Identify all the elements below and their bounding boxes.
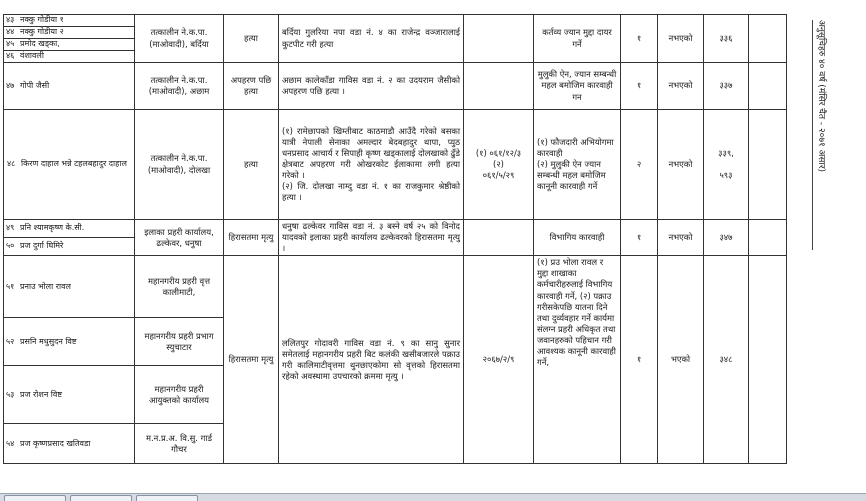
sheet-tab[interactable] xyxy=(70,495,132,501)
perpetrator-cell: महानगरीय प्रहरी आयुक्तको कार्यालय xyxy=(135,366,224,424)
page-cell: ३४७ xyxy=(704,220,749,256)
date-cell xyxy=(464,63,534,110)
victim-name: नक्कु गोडीया २ xyxy=(20,27,64,37)
perpetrator-cell: तत्कालीन ने.क.पा. (माओवादी), दोलखा xyxy=(135,110,224,220)
table-row xyxy=(4,256,787,318)
table-row xyxy=(4,220,787,238)
row-number: ५२ xyxy=(6,336,15,346)
remarks-cell xyxy=(749,63,787,110)
victim-name: प्रनि श्यामकृष्ण के.सी. xyxy=(20,223,85,233)
cases-table xyxy=(3,14,787,464)
victim-name: किरण दाहाल भन्ने टहलबहादुर दाहाल xyxy=(21,159,127,169)
date-cell xyxy=(464,110,534,220)
victim-cell xyxy=(4,110,135,220)
victim-name: प्रज दुर्गा घिमिरे xyxy=(20,241,64,251)
recommendation-cell xyxy=(534,110,621,220)
victim-cell xyxy=(4,318,135,366)
victim-cell xyxy=(4,424,135,464)
perpetrator-cell: तत्कालीन ने.क.पा. (माओवादी), बर्दिया xyxy=(135,15,224,63)
incident-type-cell: हत्या xyxy=(224,15,279,63)
bottom-scrollbar[interactable] xyxy=(0,493,866,501)
date-cell: २०६७/२/९ xyxy=(464,256,534,464)
count-cell: २ xyxy=(621,110,658,220)
remarks-cell xyxy=(749,256,787,464)
status-cell: नभएको xyxy=(658,63,704,110)
page-cell xyxy=(704,110,749,220)
recommendation-cell: मुलुकी ऐन, ज्यान सम्बन्धी महल बमोजिम कारवाही गन xyxy=(534,63,621,110)
victim-cell xyxy=(4,27,135,39)
recommendation-cell: विभागिय कारवाही xyxy=(534,220,621,256)
page-cell: ३३६ xyxy=(704,15,749,63)
status-cell: नभएको xyxy=(658,220,704,256)
description-cell: धनुषा ढल्केवर गाविस वडा नं. ३ बस्ने वर्ष २५ को विनोद यादवको इलाका प्रहरी कार्यालय ढल्केवरको हिरासतमा मृत्यु । xyxy=(279,220,464,256)
victim-cell xyxy=(4,15,135,27)
description-part-2: (२) जि. दोलखा नाम्दु वडा नं. १ का राजकुमार श्रेष्ठीको हत्या । xyxy=(282,181,460,203)
remarks-cell xyxy=(749,15,787,63)
incident-type-cell: हत्या xyxy=(224,110,279,220)
description-cell: अछाम कालेकाँडा गाविस वडा नं. २ का उदयराम जैसीको अपहरण पछि हत्या । xyxy=(279,63,464,110)
perpetrator-cell: तत्कालीन ने.क.पा. (माओवादी), अछाम xyxy=(135,63,224,110)
page-ref-1: ३३९, xyxy=(718,148,734,159)
victim-cell xyxy=(4,39,135,51)
perpetrator-cell: महानगरीय प्रहरी प्रभाग स्युचाटार xyxy=(135,318,224,366)
incident-type-cell: अपहरण पछि हत्या xyxy=(224,63,279,110)
victim-cell xyxy=(4,238,135,256)
perpetrator-cell: महानगरीय प्रहरी वृत्त कालीमाटी, xyxy=(135,256,224,318)
victim-cell xyxy=(4,366,135,424)
table-row xyxy=(4,63,787,110)
victim-name: नक्कु गोडीया १ xyxy=(20,15,64,25)
count-cell: १ xyxy=(621,256,658,464)
row-number: ४८ xyxy=(7,159,16,169)
date-2-label: (२) xyxy=(493,158,504,169)
row-number: ४९ xyxy=(6,223,15,233)
description-cell: ललितपुर गोदावरी गाविस वडा नं. ९ का सानु सुनार समेतलाई महानगरीय प्रहरी बिट कलंकी खसीबजारले पक्राउ गरी कालिमाटीवृत्तमा थुनछाएकोमा सो वृत्तको हिरासतमा रहेको अवस्थामा उपचारको क्रममा मृत्यु । xyxy=(279,256,464,464)
running-header-vertical xyxy=(812,20,827,250)
victim-cell xyxy=(4,63,135,110)
count-cell: १ xyxy=(621,63,658,110)
page-cell: ३४८ xyxy=(704,256,749,464)
row-number: ४५ xyxy=(6,39,15,49)
row-number: ५४ xyxy=(6,438,15,448)
row-number: ४४ xyxy=(6,27,15,37)
date-1: (१) ०६१/१२/३ xyxy=(475,147,522,158)
page-cell: ३३७ xyxy=(704,63,749,110)
description-cell xyxy=(279,110,464,220)
remarks-cell xyxy=(749,220,787,256)
sheet-tab[interactable] xyxy=(4,495,66,501)
sheet-tab[interactable] xyxy=(136,495,198,501)
incident-type-cell: हिरासतमा मृत्यु xyxy=(224,220,279,256)
recommendation-cell: कर्तव्य ज्यान मुद्दा दायर गर्ने xyxy=(534,15,621,63)
recommendation-1: (१) फौजदारी अभियोगमा कारवाही xyxy=(537,136,614,158)
date-2: ०६१/५/२९ xyxy=(482,170,515,181)
row-number: ४६ xyxy=(6,51,15,61)
victim-cell xyxy=(4,256,135,318)
perpetrator-cell: म.न.प्र.अ. वि.सु. गार्ड गौचर xyxy=(135,424,224,464)
status-cell: नभएको xyxy=(658,15,704,63)
row-number: ५० xyxy=(6,241,15,251)
row-number: ५३ xyxy=(6,389,15,399)
row-number: ५१ xyxy=(6,281,15,291)
victim-name: प्रसनि मधुसुदन विष्ट xyxy=(20,336,77,346)
running-header-text: अनुसूचिहरु ४० वर्ष (मंसिर चैत - २०७१ असार) xyxy=(816,20,826,173)
victim-cell xyxy=(4,51,135,63)
row-number: ४७ xyxy=(6,80,15,90)
row-number: ४३ xyxy=(6,15,15,25)
recommendation-2: (२) मुलुकी ऐन ज्यान सम्बन्धी महल बमोजिम कानूनी कारवाही गर्ने xyxy=(537,158,606,192)
description-part-1: (१) रामेछापको खिम्तीबाट काठमाडौ आउँदै गरेको बसका यात्री नेपाली सेनाका अमल्दार बेदबहादुर थापा, प्युठ धनप्रसाद आचार्य र सिपाही कृष्ण खड्कालाई दोलखाको ढुँडे क्षेत्रबाट अपहरण गरी ओखरकोट ईलाकामा लगी हत्या गरेको । xyxy=(282,125,460,181)
table-row xyxy=(4,110,787,220)
page-ref-2: ५९३ xyxy=(719,169,733,180)
incident-type-cell: हिरासतमा मृत्यु xyxy=(224,256,279,464)
victim-name: प्रज रोशन विष्ट xyxy=(20,389,62,399)
victim-cell xyxy=(4,220,135,238)
date-cell xyxy=(464,15,534,63)
victim-name: प्रमोद खड्का, xyxy=(20,39,60,49)
remarks-cell xyxy=(749,110,787,220)
status-cell: भएको xyxy=(658,256,704,464)
victim-name: गोपी जैसी xyxy=(20,80,50,90)
victim-name: प्रनाउ भोला रावल xyxy=(20,281,71,291)
perpetrator-cell: इलाका प्रहरी कार्यालय, ढल्केवर, धनुषा xyxy=(135,220,224,256)
recommendation-cell: (१) प्रउ भोला रावल र मुद्दा शाखाका कर्मचारीहरुलाई विभागिय कारवाही गर्ने, (२) पक्राउ गरीसकेपछि यातना दिने तथा दुर्व्यवहार गर्ने कार्यमा संलग्न प्रहरी अधिकृत तथा जवानहरुको पहिचान गरी आवश्यक कानूनी कारवाही गर्ने, xyxy=(534,256,621,464)
date-cell xyxy=(464,220,534,256)
description-cell: बर्दिया गुलरिया नपा वडा नं. ४ का राजेन्द्र वञ्जारालाई कुटपीट गरी हत्या xyxy=(279,15,464,63)
count-cell: १ xyxy=(621,220,658,256)
victim-name: प्रज कृष्णप्रसाद खतिवडा xyxy=(20,438,91,448)
victim-name: वंशावली xyxy=(20,51,44,61)
status-cell: नभएको xyxy=(658,110,704,220)
table-row xyxy=(4,15,787,27)
count-cell: १ xyxy=(621,15,658,63)
